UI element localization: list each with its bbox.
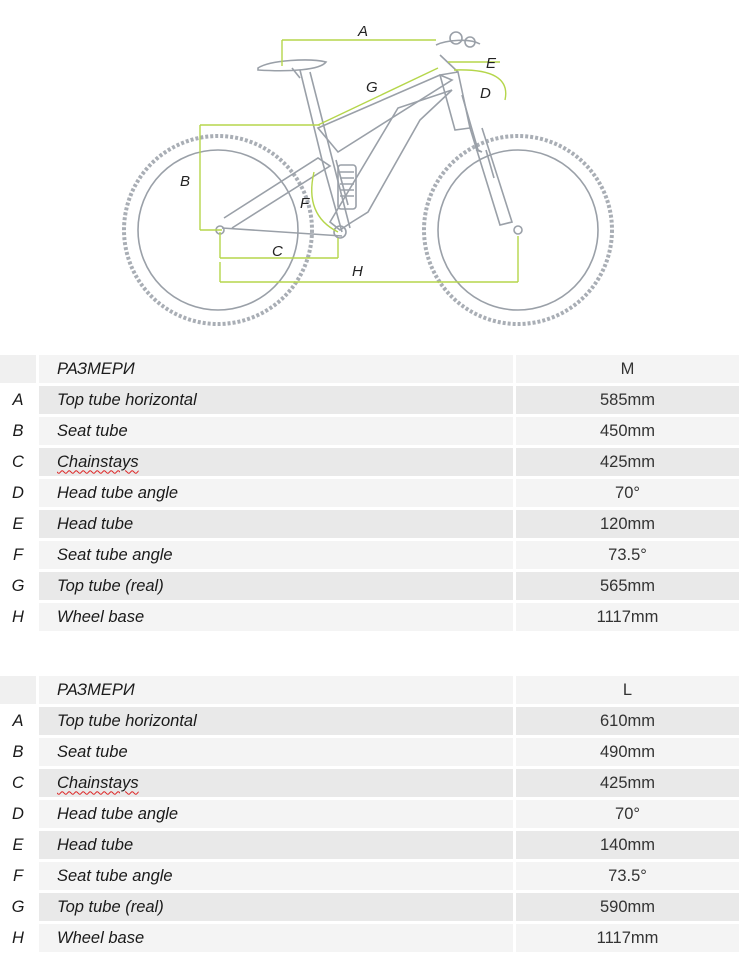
front-fork xyxy=(462,95,512,225)
row-value: 590mm xyxy=(513,893,739,921)
crankset xyxy=(216,226,522,238)
label-d: D xyxy=(480,85,491,102)
row-letter: E xyxy=(0,510,36,538)
row-name: Head tube angle xyxy=(36,479,513,507)
table-row xyxy=(0,769,739,797)
row-value: 1117mm xyxy=(513,924,739,952)
geometry-table-size-m xyxy=(0,352,739,634)
row-letter: A xyxy=(0,707,36,735)
row-name: Top tube (real) xyxy=(36,572,513,600)
row-name: Wheel base xyxy=(36,924,513,952)
table-row xyxy=(0,417,739,445)
table-row xyxy=(0,603,739,631)
row-value: 585mm xyxy=(513,386,739,414)
row-value: 425mm xyxy=(513,769,739,797)
label-g: G xyxy=(366,79,378,96)
row-name: Top tube (real) xyxy=(36,893,513,921)
row-name: Top tube horizontal xyxy=(36,707,513,735)
table-row xyxy=(0,862,739,890)
saddle xyxy=(258,60,326,78)
label-f: F xyxy=(300,195,310,212)
row-value: 425mm xyxy=(513,448,739,476)
label-a: A xyxy=(358,23,369,40)
table-row xyxy=(0,541,739,569)
row-name: Chainstays xyxy=(57,773,139,792)
table-row xyxy=(0,572,739,600)
row-name: Head tube xyxy=(36,831,513,859)
table-row xyxy=(0,707,739,735)
table-row xyxy=(0,800,739,828)
bike-frame xyxy=(222,70,470,236)
row-letter: E xyxy=(0,831,36,859)
row-name: Chainstays xyxy=(57,452,139,471)
row-value: 140mm xyxy=(513,831,739,859)
row-letter: F xyxy=(0,862,36,890)
table-row xyxy=(0,448,739,476)
measurement-lines xyxy=(200,40,518,282)
row-value: 490mm xyxy=(513,738,739,766)
row-value: 565mm xyxy=(513,572,739,600)
row-name: Wheel base xyxy=(36,603,513,631)
header-size: L xyxy=(513,676,739,704)
row-letter: B xyxy=(0,417,36,445)
handlebar xyxy=(436,32,480,72)
row-value: 120mm xyxy=(513,510,739,538)
row-name: Head tube angle xyxy=(36,800,513,828)
row-name: Top tube horizontal xyxy=(36,386,513,414)
table-row xyxy=(0,893,739,921)
row-name: Head tube xyxy=(36,510,513,538)
row-value: 450mm xyxy=(513,417,739,445)
table-row xyxy=(0,510,739,538)
label-b: B xyxy=(180,173,191,190)
table-row xyxy=(0,831,739,859)
table-row xyxy=(0,479,739,507)
table-row xyxy=(0,738,739,766)
header-size: M xyxy=(513,355,739,383)
row-name: Seat tube xyxy=(36,738,513,766)
table-header-row xyxy=(0,676,739,704)
row-letter: H xyxy=(0,924,36,952)
row-value: 70° xyxy=(513,800,739,828)
table-header-row xyxy=(0,355,739,383)
front-wheel xyxy=(424,136,612,324)
header-label: РАЗМЕРИ xyxy=(36,676,513,704)
row-value: 73.5° xyxy=(513,862,739,890)
row-name: Seat tube angle xyxy=(36,541,513,569)
table-row xyxy=(0,924,739,952)
label-c: C xyxy=(272,243,283,260)
header-label: РАЗМЕРИ xyxy=(36,355,513,383)
label-h: H xyxy=(352,263,363,280)
row-value: 70° xyxy=(513,479,739,507)
row-value: 1117mm xyxy=(513,603,739,631)
label-e: E xyxy=(486,55,497,72)
row-letter: D xyxy=(0,800,36,828)
bike-geometry-diagram xyxy=(0,0,739,340)
row-value: 610mm xyxy=(513,707,739,735)
row-letter: G xyxy=(0,893,36,921)
row-letter: H xyxy=(0,603,36,631)
row-letter: C xyxy=(0,448,36,476)
row-letter: D xyxy=(0,479,36,507)
row-value: 73.5° xyxy=(513,541,739,569)
row-name: Seat tube angle xyxy=(36,862,513,890)
geometry-table-size-l xyxy=(0,673,739,955)
row-letter: C xyxy=(0,769,36,797)
row-letter: F xyxy=(0,541,36,569)
row-name: Seat tube xyxy=(36,417,513,445)
table-row xyxy=(0,386,739,414)
row-letter: A xyxy=(0,386,36,414)
row-letter: B xyxy=(0,738,36,766)
row-letter: G xyxy=(0,572,36,600)
